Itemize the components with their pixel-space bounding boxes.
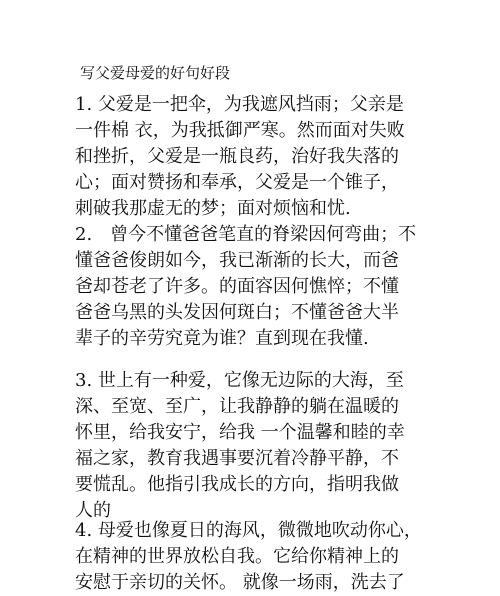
text-line: 在精神的世界放松自我。它给你精神上的 (75, 546, 399, 567)
text-line: 2. 曾今不懂爸爸笔直的脊梁因何弯曲；不 (75, 224, 417, 245)
text-line: 刺破我那虚无的梦；面对烦恼和忧. (75, 198, 351, 219)
text-line: 要慌乱。他指引我成长的方向，指明我做 (75, 474, 399, 495)
text-line: 懂爸爸俊朗如今，我已渐渐的长大，而爸 (75, 250, 399, 271)
text-line: 爸却苍老了许多。的面容因何憔悴；不懂 (75, 276, 399, 297)
text-line: 安慰于亲切的关怀。 就像一场雨，洗去了 (75, 572, 405, 593)
document-title: 写父爱母爱的好句好段 (80, 64, 231, 82)
text-line: 怀里，给我安宁，给我 一个温馨和睦的幸 (75, 422, 405, 443)
text-line: 人的 (75, 500, 111, 521)
text-line: 爸爸乌黑的头发因何斑白；不懂爸爸大半 (75, 302, 399, 323)
text-line: 3. 世上有一种爱，它像无边际的大海，至 (75, 370, 404, 391)
text-line: 一件棉 衣，为我抵御严寒。然而面对失败 (75, 120, 405, 141)
text-line: 和挫折，父爱是一瓶良药，治好我失落的 (75, 146, 399, 167)
text-line: 辈子的辛劳究竟为谁？直到现在我懂. (75, 328, 369, 349)
text-line: 深、至宽、至广，让我静静的躺在温暖的 (75, 396, 399, 417)
text-line: 4. 母爱也像夏日的海风，微微地吹动你心， (75, 520, 422, 541)
text-line: 福之家，教育我遇事要沉着冷静平静，不 (75, 448, 399, 469)
text-line: 1. 父爱是一把伞，为我遮风挡雨；父亲是 (75, 94, 404, 115)
text-line: 心；面对赞扬和奉承，父爱是一个锥子， (75, 172, 399, 193)
